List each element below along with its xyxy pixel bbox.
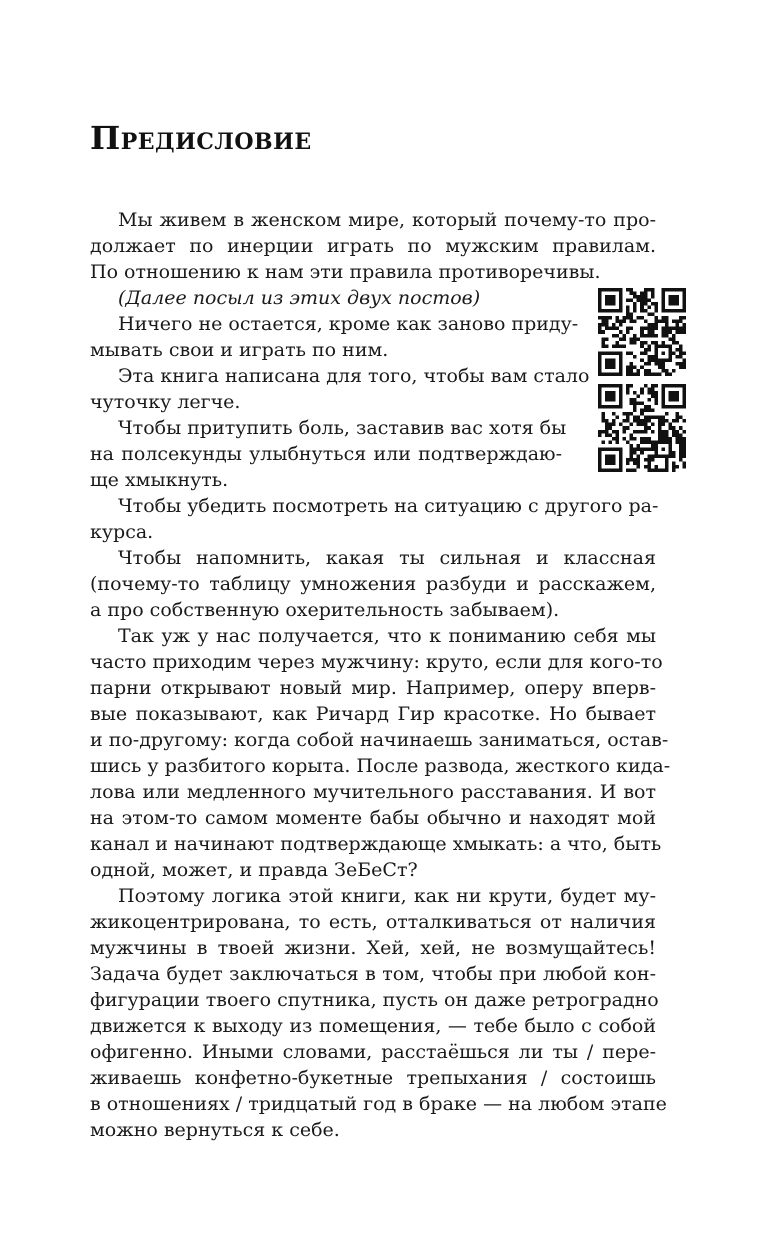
qr-code-icon[interactable] [598, 288, 686, 376]
text-line: Задача будет заключаться в том, чтобы при любой кон- [90, 963, 656, 985]
text-line: По отношению к нам эти правила противоречивы. [90, 261, 601, 283]
text-line: Ничего не остается, кроме как заново приду- [118, 313, 579, 335]
text-line: на полсекунды улыбнуться или подтверждаю- [90, 443, 562, 465]
text-line: и по-другому: когда собой начинаешь заниматься, остав- [90, 729, 669, 751]
text-line: курса. [90, 521, 154, 543]
text-line: Чтобы убедить посмотреть на ситуацию с другого ра- [118, 495, 659, 517]
text-line-note: (Далее посыл из этих двух постов) [118, 287, 481, 309]
text-line: лова или медленного мучительного расставания. И вот [90, 781, 656, 803]
chapter-title: Предисловие [90, 119, 312, 157]
text-line: мужчины в твоей жизни. Хей, хей, не возмущайтесь! [90, 937, 656, 959]
text-line: Эта книга написана для того, чтобы вам стало [118, 365, 590, 387]
text-line: Чтобы притупить боль, заставив вас хотя бы [118, 417, 567, 439]
text-line: Поэтому логика этой книги, как ни крути, будет му- [118, 885, 656, 907]
text-line: одной, может, и правда ЗеБеСт? [90, 859, 418, 881]
text-line: жикоцентрирована, то есть, отталкиваться от наличия [90, 911, 656, 933]
text-line: можно вернуться к себе. [90, 1119, 340, 1141]
text-line: мывать свои и играть по ним. [90, 339, 389, 361]
text-line: в отношениях / тридцатый год в браке — на любом этапе [90, 1093, 667, 1115]
text-line: парни открывают новый мир. Например, оперу вперв- [90, 677, 656, 699]
text-line: офигенно. Иными словами, расстаёшься ли ты / пере- [90, 1041, 656, 1063]
text-line: Чтобы напомнить, какая ты сильная и классная [118, 547, 656, 569]
text-line: а про собственную охерительность забываем). [90, 599, 560, 621]
text-line: Мы живем в женском мире, который почему-то про- [118, 209, 656, 231]
text-line: вые показывают, как Ричард Гир красотке. Но бывает [90, 703, 656, 725]
text-line: фигурации твоего спутника, пусть он даже ретроградно [90, 989, 659, 1011]
text-line: шись у разбитого корыта. После развода, жесткого кида- [90, 755, 671, 777]
text-line: Так уж у нас получается, что к пониманию себя мы [118, 625, 656, 647]
text-line: канал и начинают подтверждающе хмыкать: а что, быть [90, 833, 662, 855]
text-line: должает по инерции играть по мужским правилам. [90, 235, 656, 257]
qr-code-icon[interactable] [598, 384, 686, 472]
text-line: ще хмыкнуть. [90, 469, 229, 491]
text-line: чуточку легче. [90, 391, 241, 413]
text-line: живаешь конфетно-букетные трепыхания / состоишь [90, 1067, 656, 1089]
text-line: (почему-то таблицу умножения разбуди и расскажем, [90, 573, 656, 595]
text-line: движется к выходу из помещения, — тебе было с собой [90, 1015, 656, 1037]
text-line: на этом-то самом моменте бабы обычно и находят мой [90, 807, 656, 829]
text-line: часто приходим через мужчину: круто, если для кого-то [90, 651, 663, 673]
